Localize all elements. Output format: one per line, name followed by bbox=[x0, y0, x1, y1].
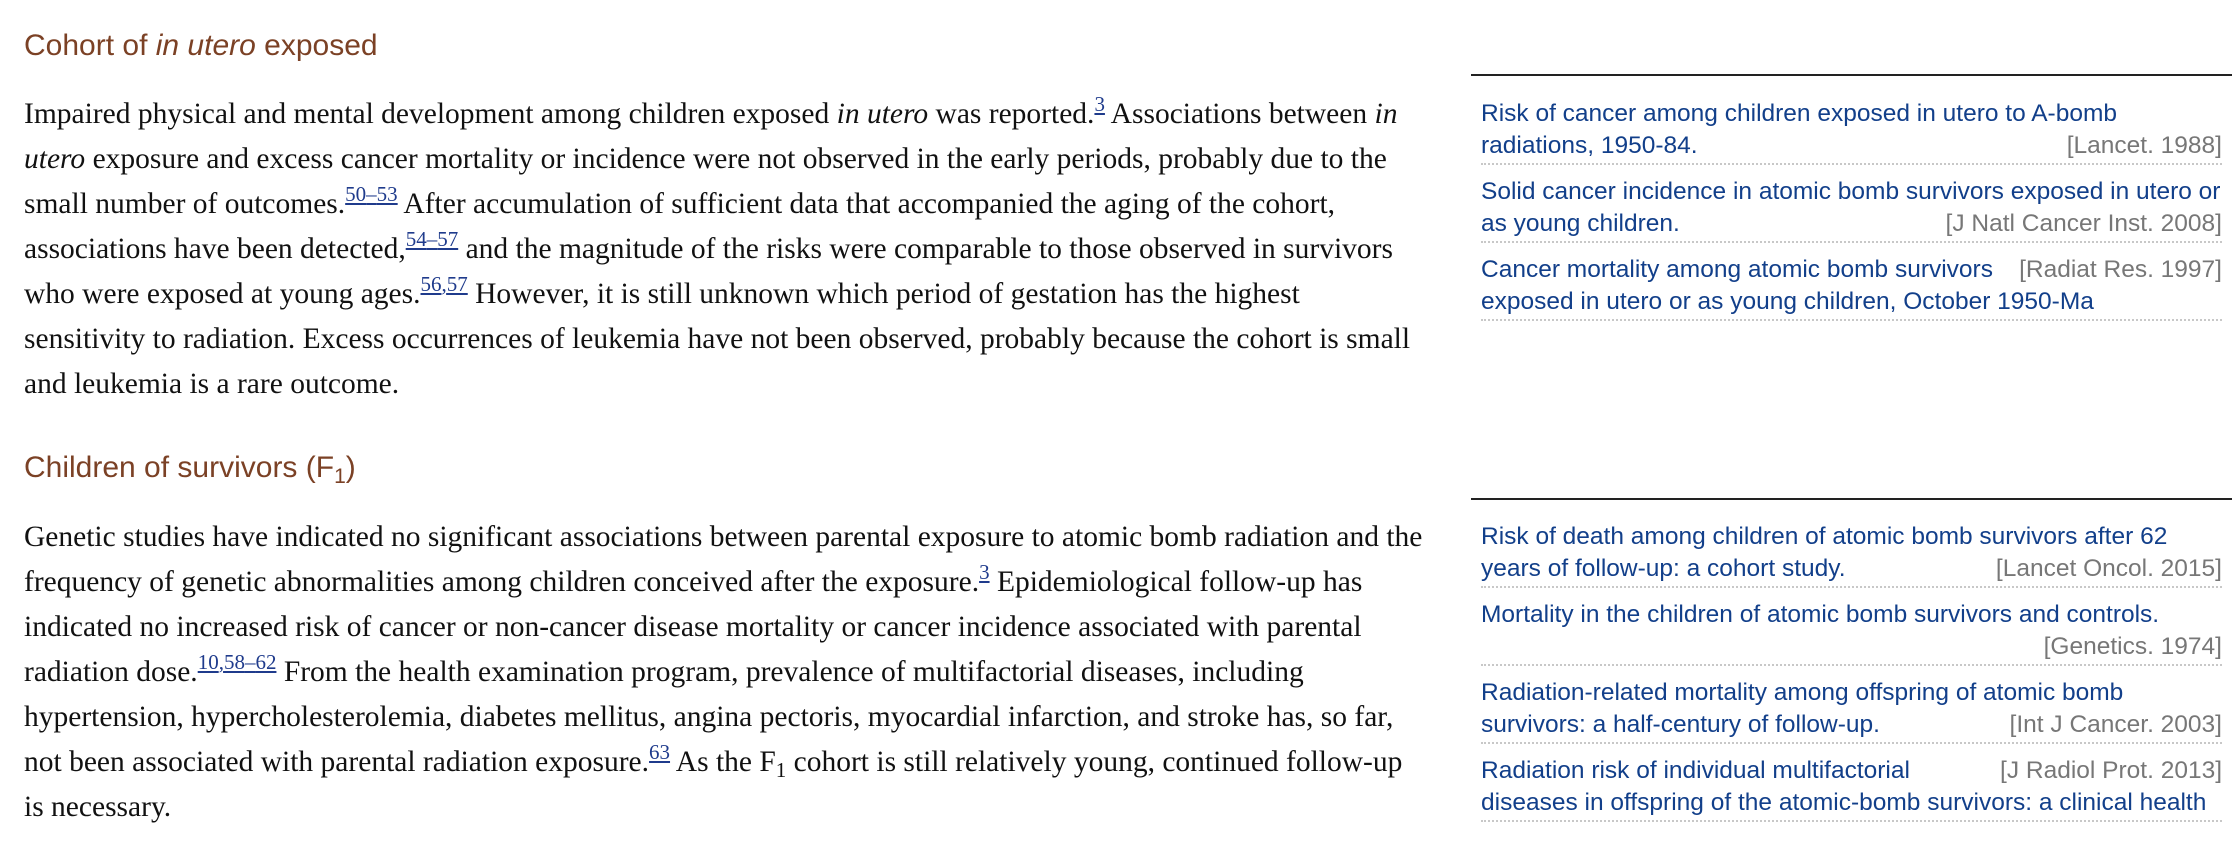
related-article-title[interactable]: Risk of death among children of atomic bomb survivors after 62 years of follow-up: a cohort study. bbox=[1481, 523, 2168, 582]
related-article-journal: [Lancet Oncol. 2015] bbox=[1995, 555, 2222, 582]
related-article-item[interactable] bbox=[1481, 176, 2222, 243]
related-article-journal: [J Natl Cancer Inst. 2008] bbox=[1945, 210, 2222, 237]
citation-link[interactable]: 58 bbox=[223, 650, 245, 674]
section-title-emphasis: in utero bbox=[155, 29, 256, 62]
paragraph-in-utero bbox=[24, 92, 1424, 407]
citation-separator[interactable]: , bbox=[218, 650, 224, 674]
subscript: 1 bbox=[775, 758, 787, 782]
citation-link[interactable]: 10 bbox=[197, 650, 219, 674]
related-article-title[interactable]: Cancer mortality among atomic bomb survivors exposed in utero or as young children, October 1950-Ma bbox=[1481, 256, 2094, 315]
text-span: As the F bbox=[670, 746, 776, 778]
citation-separator[interactable]: , bbox=[441, 272, 447, 296]
paragraph-children bbox=[24, 515, 1424, 830]
text-span: However, it is still unknown which period of gestation has the highest sensitivity to radiation. Excess occurrences of leukemia have not been observed, probably because the cohort is small and leukemia is a rare outcome. bbox=[24, 278, 1411, 400]
related-article-title[interactable]: Radiation risk of individual multifactorial diseases in offspring of the atomic-bomb survivors: a clinical health bbox=[1481, 757, 2207, 816]
citation-link[interactable]: 57 bbox=[446, 272, 468, 296]
text-span: After accumulation of sufficient data that accompanied the aging of the cohort, associations have been detected, bbox=[24, 188, 1336, 265]
divider bbox=[1471, 498, 2232, 500]
citation-link[interactable]: 57 bbox=[437, 227, 459, 251]
text-span: cohort is still relatively young, continued follow-up is necessary. bbox=[24, 746, 1403, 823]
citation-link[interactable]: 62 bbox=[255, 650, 277, 674]
divider bbox=[1471, 74, 2232, 76]
related-article-journal: [Genetics. 1974] bbox=[2043, 633, 2222, 660]
text-span: and the magnitude of the risks were comparable to those observed in survivors who were exposed at young ages. bbox=[24, 233, 1393, 310]
related-article-journal: [Int J Cancer. 2003] bbox=[2009, 711, 2222, 738]
text-span: Associations between bbox=[1104, 98, 1375, 130]
related-article-title[interactable]: Mortality in the children of atomic bomb survivors and controls. bbox=[1481, 601, 2160, 628]
citation-link[interactable]: 3 bbox=[1094, 92, 1105, 116]
related-article-journal: [Lancet. 1988] bbox=[2066, 132, 2222, 159]
text-span: Impaired physical and mental development among children exposed bbox=[24, 98, 837, 130]
citation-range-dash[interactable]: – bbox=[244, 650, 256, 674]
section-title-text: exposed bbox=[255, 29, 378, 62]
citation-link[interactable]: 63 bbox=[649, 740, 671, 764]
related-article-item[interactable] bbox=[1481, 755, 2222, 822]
related-article-item[interactable] bbox=[1481, 521, 2222, 588]
subscript: 1 bbox=[334, 465, 346, 488]
text-span: Epidemiological follow-up has indicated no increased risk of cancer or non-cancer disease mortality or cancer incidence associated with parental radiation dose. bbox=[24, 566, 1363, 688]
related-article-journal: [Radiat Res. 1997] bbox=[2019, 256, 2222, 283]
section-title-text: Children of survivors (F bbox=[24, 451, 335, 484]
section-title-in-utero bbox=[24, 29, 378, 63]
related-article-journal: [J Radiol Prot. 2013] bbox=[2000, 757, 2222, 784]
citation-link[interactable]: 3 bbox=[979, 560, 990, 584]
text-span: From the health examination program, prevalence of multifactorial diseases, including hypertension, hypercholesterolemia, diabetes mellitus, angina pectoris, myocardial infarction, and stroke has, so far, not been associated with parental radiation exposure. bbox=[24, 656, 1394, 778]
section-title-text: ) bbox=[345, 451, 356, 484]
citation-link[interactable]: 54 bbox=[405, 227, 427, 251]
text-span: was reported. bbox=[928, 98, 1095, 130]
emphasis-text: in utero bbox=[836, 98, 929, 130]
related-article-item[interactable] bbox=[1481, 677, 2222, 744]
related-article-title[interactable]: Solid cancer incidence in atomic bomb survivors exposed in utero or as young children. bbox=[1481, 178, 2221, 237]
citation-range-dash[interactable]: – bbox=[366, 182, 377, 206]
section-title-text: Cohort of bbox=[24, 29, 156, 62]
emphasis-text: in utero bbox=[24, 98, 1398, 175]
related-article-title[interactable]: Risk of cancer among children exposed in utero to A-bomb radiations, 1950-84. bbox=[1481, 100, 2117, 159]
citation-link[interactable]: 50 bbox=[345, 182, 367, 206]
related-article-item[interactable] bbox=[1481, 599, 2222, 666]
citation-link[interactable]: 56 bbox=[420, 272, 442, 296]
related-article-item[interactable] bbox=[1481, 254, 2222, 321]
text-span: exposure and excess cancer mortality or incidence were not observed in the early periods, probably due to the small number of outcomes. bbox=[24, 143, 1387, 220]
related-article-item[interactable] bbox=[1481, 98, 2222, 165]
citation-range-dash[interactable]: – bbox=[426, 227, 438, 251]
section-title-children bbox=[24, 451, 356, 488]
text-span: Genetic studies have indicated no significant associations between parental exposure to atomic bomb radiation and the frequency of genetic abnormalities among children conceived after the exposure. bbox=[24, 521, 1423, 598]
related-article-title[interactable]: Radiation-related mortality among offspring of atomic bomb survivors: a half-century of follow-up. bbox=[1481, 679, 2124, 738]
citation-link[interactable]: 53 bbox=[376, 182, 398, 206]
